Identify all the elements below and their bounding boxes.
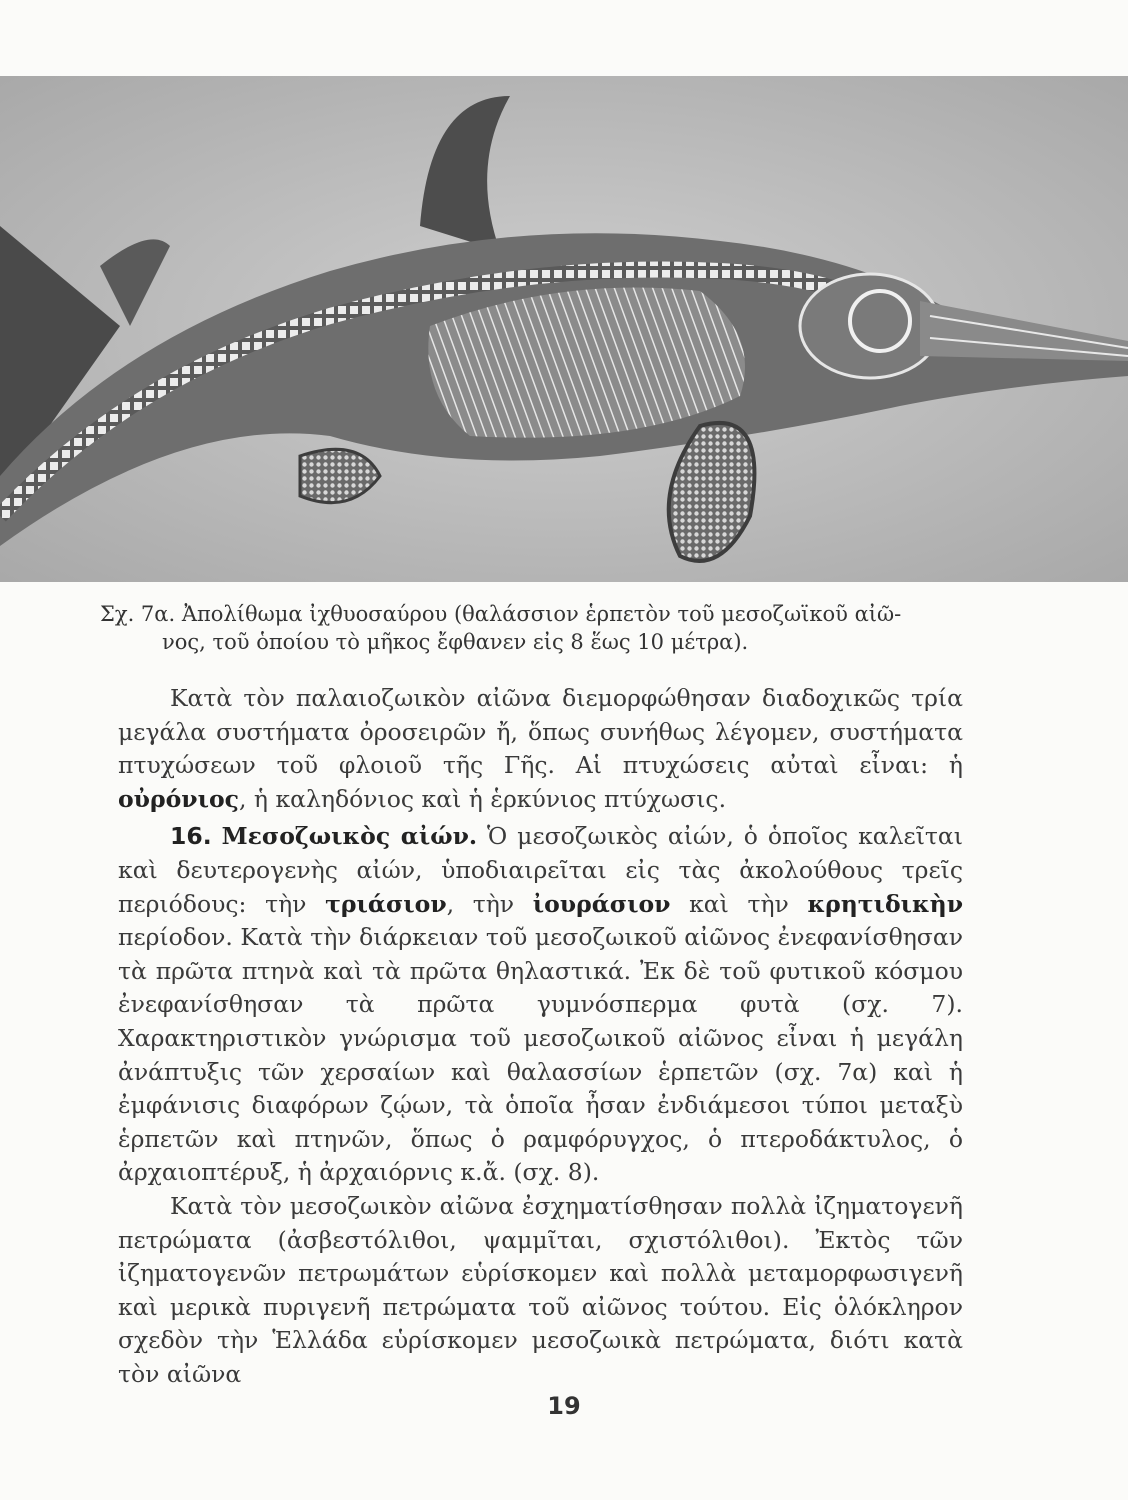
paragraph-3: Κατὰ τὸν μεσοζωικὸν αἰῶνα ἐσχηματίσθησαν πολλὰ ἰζηματογενῆ πετρώματα (ἀσβεστόλιθοι, ψαμμῖται, σχιστόλιθοι). Ἐκτὸς τῶν ἰζηματογενῶν πετρωμάτων εὑρίσκομεν καὶ πολλὰ μεταμορφωσιγενῆ καὶ μερικὰ πυριγενῆ πετρώματα τοῦ αἰῶνος τούτου. Εἰς ὁλόκληρον σχεδὸν τὴν Ἑλλάδα εὑρίσκομεν μεσοζωικὰ πετρώματα, διότι κατὰ τὸν αἰῶνα [118, 1191, 963, 1388]
section-16-text-a: Ὁ μεσοζωικὸς αἰών, ὁ ὁποῖος καλεῖται καὶ δευτερογενὴς αἰών, ὑποδιαιρεῖται εἰς τὰς ἀκολούθους τρεῖς περιόδους: τὴν [118, 822, 963, 918]
caption-line-2: νος, τοῦ ὁποίου τὸ μῆκος ἔφθανεν εἰς 8 ἕως 10 μέτρα). [162, 630, 749, 654]
paragraph-1-text-a: Κατὰ τὸν παλαιοζωικὸν αἰῶνα διεμορφώθησαν διαδοχικῶς τρία μεγάλα συστήματα ὀροσειρῶν ἤ, ὅπως συνήθως λέγομεν, συστήματα πτυχώσεων τοῦ φλοιοῦ τῆς Γῆς. Αἱ πτυχώσεις αὐταὶ εἶναι: ἡ [118, 684, 963, 780]
section-16-text-d: περίοδον. Κατὰ τὴν διάρκειαν τοῦ μεσοζωικοῦ αἰῶνος ἐνεφανίσθησαν τὰ πρῶτα πτηνὰ καὶ τὰ πρῶτα θηλαστικά. Ἐκ δὲ τοῦ φυτικοῦ κόσμου ἐνεφανίσθησαν τὰ πρῶτα γυμνόσπερμα φυτὰ (σχ. 7). Χαρακτηριστικὸν γνώρισμα τοῦ μεσοζωικοῦ αἰῶνος εἶναι ἡ μεγάλη ἀνάπτυξις τῶν χερσαίων καὶ θαλασσίων ἑρπετῶν (σχ. 7α) καὶ ἡ ἐμφάνισις διαφόρων ζῴων, τὰ ὁποῖα ἦσαν ἐνδιάμεσοι τύποι μεταξὺ ἑρπετῶν καὶ πτηνῶν, ὅπως ὁ ραμφόρυγχος, ὁ πτεροδάκτυλος, ὁ ἀρχαιοπτέρυξ, ἡ ἀρχαιόρνις κ.ἄ. (σχ. 8). [118, 923, 963, 1187]
term-kritidikin: κρητιδικὴν [807, 889, 964, 918]
term-ouronios: οὐρόνιος [118, 784, 239, 813]
figure-caption [100, 600, 980, 656]
fossil-illustration [0, 76, 1128, 582]
section-16-text-c: καὶ τὴν [670, 889, 808, 918]
section-16 [118, 820, 963, 1190]
section-title: Μεσοζωικὸς αἰών. [221, 822, 478, 851]
section-number: 16. [170, 822, 212, 851]
section-16-text-b: , τὴν [446, 889, 533, 918]
paragraph-1-text-b: , ἡ καληδόνιος καὶ ἡ ἑρκύνιος πτύχωσις. [238, 784, 727, 813]
body-text [118, 682, 963, 1391]
caption-line-1: Σχ. 7α. Ἀπολίθωμα ἰχθυοσαύρου (θαλάσσιον ἑρπετὸν τοῦ μεσοζωϊκοῦ αἰῶ- [100, 602, 902, 626]
page-number: 19 [547, 1392, 581, 1420]
term-iourasion: ἰουράσιον [532, 889, 671, 918]
paragraph-1 [118, 682, 963, 816]
term-triasion: τριάσιον [325, 889, 447, 918]
ichthyosaur-fossil-photo [0, 76, 1128, 582]
